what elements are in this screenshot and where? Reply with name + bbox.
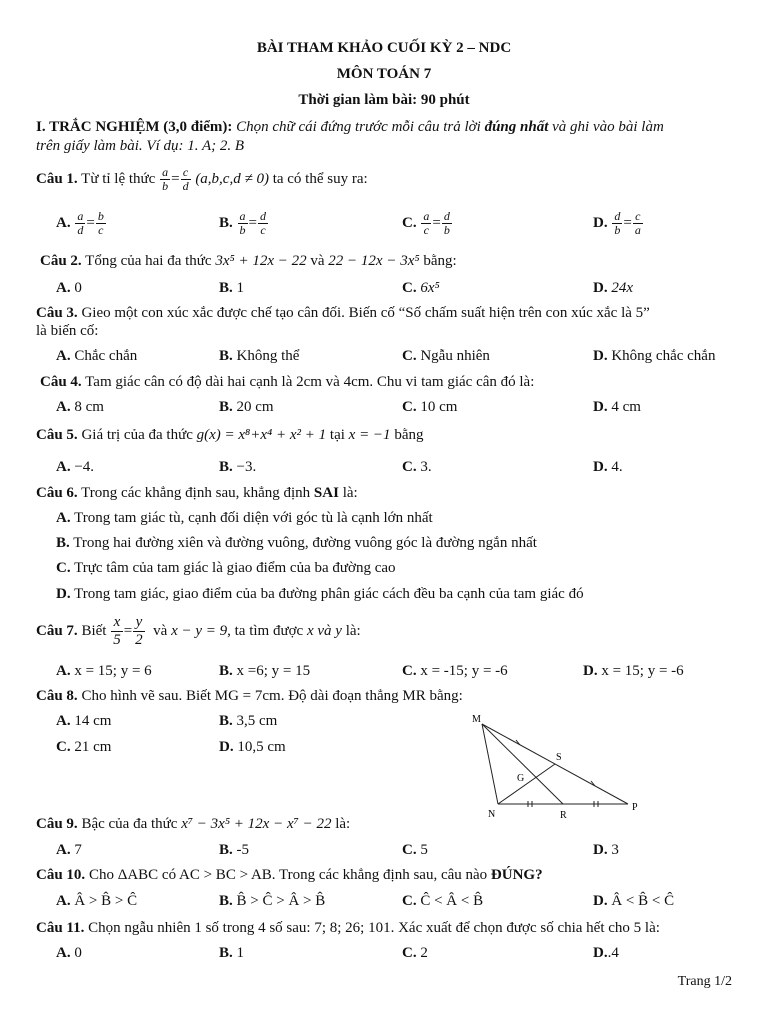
section-instructions-line2: trên giấy làm bài. Ví dụ: 1. A; 2. B	[36, 138, 245, 154]
q2-option-a[interactable]: A. 0	[56, 280, 82, 296]
q1-option-c[interactable]: C. $\frac{a}{c}$ = $\frac{d}{b}$	[402, 209, 450, 237]
q6-option-b[interactable]: B. Trong hai đường xiên và đường vuông, đường vuông góc là đường ngắn nhất	[56, 535, 537, 551]
triangle-figure	[466, 710, 646, 825]
question-7: Câu 7. Biết $\frac{x}{5}$ = $\frac{y}{2}$ và x − y = 9, ta tìm được x và y là:	[36, 614, 361, 648]
figure-label-n: N	[488, 809, 496, 820]
q10-option-d[interactable]: D. Â < B̂ < Ĉ	[593, 893, 675, 909]
q8-option-a[interactable]: A. 14 cm	[56, 713, 112, 729]
q2-option-d[interactable]: D. 24x	[593, 280, 634, 296]
question-9: Câu 9. Bậc của đa thức x⁷ − 3x⁵ + 12x − x⁷ − 22 là:	[36, 816, 351, 832]
question-2: Câu 2. Tổng của hai đa thức 3x⁵ + 12x − 22 và 22 − 12x − 3x⁵ bằng:	[40, 253, 457, 269]
question-11: Câu 11. Chọn ngẫu nhiên 1 số trong 4 số sau: 7; 8; 26; 101. Xác xuất để chọn được số chia hết cho 5 là:	[36, 920, 660, 936]
figure-label-g: G	[517, 773, 525, 784]
exam-title: BÀI THAM KHẢO CUỐI KỲ 2 – NDC	[256, 40, 512, 56]
q3-option-c[interactable]: C. Ngẫu nhiên	[402, 348, 490, 364]
q4-option-d[interactable]: D. 4 cm	[593, 399, 641, 415]
figure-label-m: M	[472, 714, 481, 725]
question-3: Câu 3. Gieo một con xúc xắc được chế tạo cân đối. Biến cố “Số chấm suất hiện trên con xúc xắc là 5”	[36, 305, 650, 321]
q10-option-b[interactable]: B. B̂ > Ĉ > Â > B̂	[219, 893, 326, 909]
q11-option-d[interactable]: D..4	[593, 945, 619, 961]
q7-option-c[interactable]: C. x = -15; y = -6	[402, 663, 508, 679]
q10-option-c[interactable]: C. Ĉ < Â < B̂	[402, 893, 484, 909]
q5-option-d[interactable]: D. 4.	[593, 459, 623, 475]
exam-subject: MÔN TOÁN 7	[336, 66, 432, 82]
q10-option-a[interactable]: A. Â > B̂ > Ĉ	[56, 893, 138, 909]
question-5: Câu 5. Giá trị của đa thức g(x) = x⁸+x⁴ + x² + 1 tại x = −1 bằng	[36, 427, 424, 443]
page-number: Trang 1/2	[677, 974, 732, 989]
question-10: Câu 10. Cho ΔABC có AC > BC > AB. Trong các khẳng định sau, câu nào ĐÚNG?	[36, 867, 543, 883]
figure-label-s: S	[556, 752, 562, 763]
q7-option-d[interactable]: D. x = 15; y = -6	[583, 663, 684, 679]
q2-option-b[interactable]: B. 1	[219, 280, 245, 296]
figure-label-r: R	[560, 810, 567, 821]
q7-option-a[interactable]: A. x = 15; y = 6	[56, 663, 152, 679]
question-3-line2: là biến cố:	[36, 323, 99, 339]
q8-option-b[interactable]: B. 3,5 cm	[219, 713, 278, 729]
q1-option-a[interactable]: A. $\frac{a}{d}$ = $\frac{b}{c}$	[56, 209, 104, 237]
q8-option-c[interactable]: C. 21 cm	[56, 739, 112, 755]
q11-option-b[interactable]: B. 1	[219, 945, 245, 961]
q11-option-a[interactable]: A. 0	[56, 945, 82, 961]
q4-option-c[interactable]: C. 10 cm	[402, 399, 458, 415]
section-heading: I. TRẮC NGHIỆM (3,0 điểm):	[36, 119, 233, 135]
q6-option-a[interactable]: A. Trong tam giác tù, cạnh đối diện với góc tù là cạnh lớn nhất	[56, 510, 433, 526]
q4-option-a[interactable]: A. 8 cm	[56, 399, 104, 415]
question-1: Câu 1. Từ tỉ lệ thức $\frac{a}{b}$ = $\frac{c}{d}$ (a,b,c,d ≠ 0) ta có thể suy ra:	[36, 165, 368, 193]
q9-option-b[interactable]: B. -5	[219, 842, 250, 858]
q9-option-a[interactable]: A. 7	[56, 842, 82, 858]
question-8: Câu 8. Cho hình vẽ sau. Biết MG = 7cm. Độ dài đoạn thẳng MR bằng:	[36, 688, 463, 704]
question-4: Câu 4. Tam giác cân có độ dài hai cạnh là 2cm và 4cm. Chu vi tam giác cân đó là:	[40, 374, 535, 390]
q6-option-d[interactable]: D. Trong tam giác, giao điểm của ba đường phân giác cách đều ba cạnh của tam giác đó	[56, 586, 584, 602]
q3-option-b[interactable]: B. Không thể	[219, 348, 300, 364]
q8-option-d[interactable]: D. 10,5 cm	[219, 739, 286, 755]
q5-option-c[interactable]: C. 3.	[402, 459, 432, 475]
question-6: Câu 6. Trong các khẳng định sau, khẳng định SAI là:	[36, 485, 358, 501]
figure-label-p: P	[632, 802, 638, 813]
q6-option-c[interactable]: C. Trực tâm của tam giác là giao điểm của ba đường cao	[56, 560, 396, 576]
q3-option-d[interactable]: D. Không chắc chắn	[593, 348, 716, 364]
q1-option-b[interactable]: B. $\frac{a}{b}$ = $\frac{d}{c}$	[219, 209, 266, 237]
q11-option-c[interactable]: C. 2	[402, 945, 428, 961]
q9-option-c[interactable]: C. 5	[402, 842, 428, 858]
q9-option-d[interactable]: D. 3	[593, 842, 619, 858]
q5-option-a[interactable]: A. −4.	[56, 459, 95, 475]
q2-option-c[interactable]: C. 6x⁵	[402, 280, 440, 296]
section-instructions: I. TRẮC NGHIỆM (3,0 điểm): Chọn chữ cái đứng trước mỗi câu trả lời đúng nhất và ghi vào bài làm	[36, 119, 664, 135]
exam-time: Thời gian làm bài: 90 phút	[298, 92, 470, 108]
q5-option-b[interactable]: B. −3.	[219, 459, 257, 475]
q3-option-a[interactable]: A. Chắc chắn	[56, 348, 138, 364]
q1-option-d[interactable]: D. $\frac{d}{b}$ = $\frac{c}{a}$	[593, 209, 641, 237]
q7-option-b[interactable]: B. x =6; y = 15	[219, 663, 311, 679]
q4-option-b[interactable]: B. 20 cm	[219, 399, 274, 415]
